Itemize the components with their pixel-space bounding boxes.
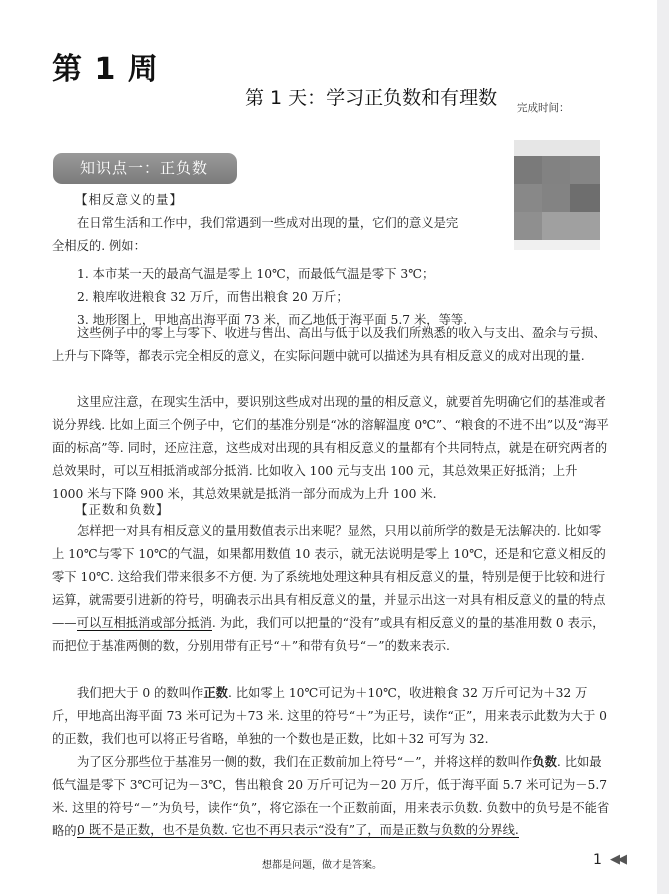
para5-text: 我们把大于 0 的数叫作 (77, 686, 204, 700)
example-1: 1. 本市某一天的最高气温是零上 10℃，而最低气温是零下 3℃； (77, 267, 435, 281)
paragraph-3: 这里应注意，在现实生活中，要识别这些成对出现的量的相反意义，就要首先明确它们的基准或者说分界线. 比如上面三个例子中，它们的基准分别是“冰的溶解温度 0℃”、“粮食的不进不出”以及“海平面的标高”等. 同时，还应注意，这些成对出现的具有相反意义的量都有个共同特点，就是在研究两者的总效果时，可以互相抵消或部分抵消. 比如收入 100 元与支出 100 元，其总效果正好抵消；上升 1000 米与下降 900 米，其总效果就是抵消一部分而成为上升 100 米. (52, 395, 609, 501)
para4-text: 怎样把一对具有相反意义的量用数值表示出来呢？显然，只用以前所学的数是无法解决的. 比如零上 10℃与零下 10℃的气温，如果都用数值 10 表示，就无法说明是零上 10℃，还是和它意义相反的零下 10℃. 这给我们带来很多不方便. 为了系统地处理这种具有相反意义的量，特别是便于比较和进行运算，就需要引进新的符号，明确表示出具有相反意义的量，并显示出这一对具有相反意义的量的特点—— (52, 524, 606, 630)
paragraph-intro (52, 212, 512, 235)
page-number: 1 (593, 852, 602, 868)
para5-text-cont: . 比如零上 10℃可记为＋10℃，收进粮食 32 万斤可记为＋32 万斤，甲地高出海平面 73 米可记为＋73 米. 这里的符号“＋”为正号，读作“正”，用来表示此数为大于 0 的正数，我们也可以将正号省略，单独的一个数也是正数，比如＋32 可写为 32. (52, 686, 608, 746)
subheading-opposite-quantities: 【相反意义的量】 (75, 192, 184, 207)
underlined-key-point: 可以互相抵消或部分抵消 (76, 616, 212, 630)
day-title: 第 1 天：学习正负数和有理数 (245, 87, 498, 109)
scrollbar-track[interactable] (657, 0, 669, 894)
paragraph-7 (52, 819, 612, 842)
example-2: 2. 粮库收进粮食 32 万斤，而售出粮食 20 万斤； (77, 290, 349, 304)
para6-text-cont: . 比如最低气温是零下 3℃可记为－3℃，售出粮食 20 万斤可记为－20 万斤，低于海平面 5.7 米可记为－5.7 米. 这里的符号“－”为负号，读作“负”，将它添在一个正数前面，用来表示负数. 负数中的负号是不能省略的. (52, 755, 610, 838)
section-banner: 知识点一：正负数 (53, 153, 237, 184)
term-positive-number: 正数 (203, 685, 228, 700)
underlined-conclusion: 0 既不是正数，也不是负数. 它也不再只表示“没有”了，而是正数与负数的分界线. (77, 823, 519, 837)
term-negative-number: 负数 (532, 754, 557, 769)
paragraph-4 (52, 520, 612, 658)
double-left-arrow-icon: ◀◀ (610, 852, 624, 867)
blurred-image (514, 140, 600, 250)
intro-line-1: 在日常生活和工作中，我们常遇到一些成对出现的量，它们的意义是完 (77, 216, 459, 230)
week-title: 第 1 周 (52, 52, 159, 87)
completion-time-label: 完成时间： (517, 102, 570, 114)
paragraph-2: 这些例子中的零上与零下、收进与售出、高出与低于以及我们所熟悉的收入与支出、盈余与亏损、上升与下降等，都表示完全相反的意义，在实际问题中就可以描述为具有相反意义的成对出现的量. (52, 326, 606, 363)
paragraph-intro-cont: 全相反的. 例如： (52, 239, 146, 253)
example-3: 3. 地形图上，甲地高出海平面 73 米，而乙地低于海平面 5.7 米，等等. (77, 313, 468, 327)
subheading-positive-negative: 【正数和负数】 (75, 502, 170, 517)
paragraph-5 (52, 681, 612, 751)
para6-text: 为了区分那些位于基准另一侧的数，我们在正数前加上符号“－”，并将这样的数叫作 (77, 755, 533, 769)
footer-motto: 想都是问题，做才是答案。 (262, 860, 382, 871)
para4-text-cont: . 为此，我们可以把量的“没有”或具有相反意义的量的基准用数 0 表示，而把位于基准两侧的数，分别用带有正号“＋”和带有负号“－”的数来表示. (52, 616, 605, 653)
